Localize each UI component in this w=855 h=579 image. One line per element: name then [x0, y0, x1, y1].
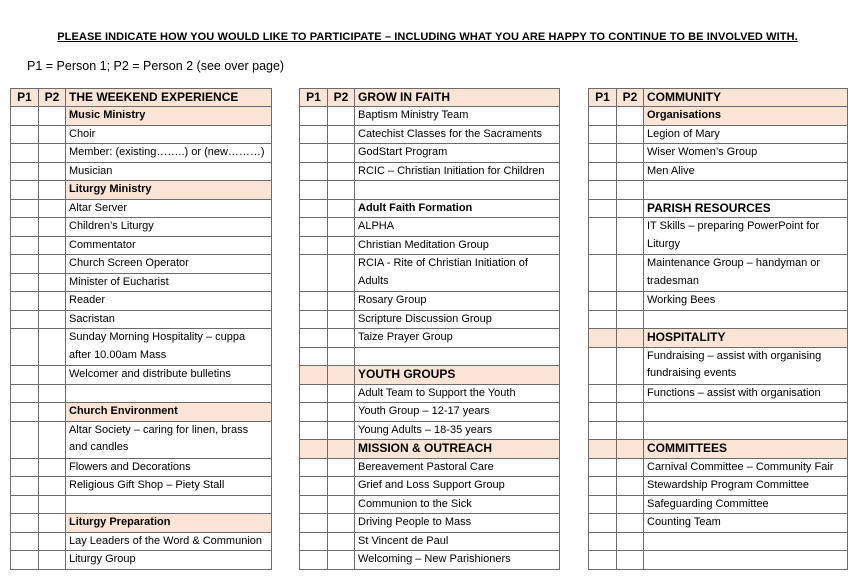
p2-checkbox[interactable]: [328, 495, 355, 514]
row-label: Christian Meditation Group: [355, 236, 560, 255]
p1-checkbox[interactable]: [300, 181, 328, 200]
p2-checkbox[interactable]: [39, 310, 66, 329]
row-label: [644, 181, 848, 200]
row-label: Stewardship Program Committee: [644, 477, 848, 496]
option-row: [300, 107, 560, 126]
p2-cell: [39, 181, 66, 200]
p2-checkbox[interactable]: [328, 384, 355, 403]
row-label: HOSPITALITY: [644, 329, 848, 348]
row-label: Maintenance Group – handyman or tradesman: [644, 255, 848, 292]
p2-checkbox[interactable]: [328, 514, 355, 533]
row-label: Working Bees: [644, 292, 848, 311]
row-label: Liturgy Group: [66, 551, 272, 570]
p2-checkbox[interactable]: [328, 551, 355, 570]
p2-checkbox[interactable]: [39, 366, 66, 385]
p2-checkbox[interactable]: [39, 292, 66, 311]
p1-checkbox[interactable]: [300, 384, 328, 403]
p2-checkbox[interactable]: [617, 403, 644, 422]
row-label: Driving People to Mass: [355, 514, 560, 533]
p1-checkbox[interactable]: [589, 347, 617, 384]
option-row: [11, 144, 272, 163]
option-row: [589, 514, 848, 533]
row-label: Adult Faith Formation: [355, 199, 560, 218]
p1-checkbox[interactable]: [300, 218, 328, 237]
p2-checkbox[interactable]: [328, 107, 355, 126]
option-row: [589, 347, 848, 384]
p1-checkbox[interactable]: [300, 421, 328, 440]
p1-cell: [11, 107, 39, 126]
p1-checkbox[interactable]: [300, 458, 328, 477]
row-label: [644, 532, 848, 551]
option-row: [589, 125, 848, 144]
p1-checkbox[interactable]: [589, 255, 617, 292]
p2-checkbox[interactable]: [328, 292, 355, 311]
p1-checkbox[interactable]: [589, 477, 617, 496]
community-table: [588, 88, 848, 570]
p2-header: P2: [328, 89, 355, 107]
p1-cell: [11, 181, 39, 200]
option-row: [11, 199, 272, 218]
category-row: [11, 107, 272, 126]
p1-checkbox[interactable]: [11, 495, 39, 514]
p1-cell: [589, 199, 617, 218]
option-row: [589, 255, 848, 292]
option-row: [300, 532, 560, 551]
p2-checkbox[interactable]: [39, 199, 66, 218]
p2-cell: [39, 107, 66, 126]
p2-checkbox[interactable]: [617, 255, 644, 292]
row-label: Youth Group – 12-17 years: [355, 403, 560, 422]
row-label: ALPHA: [355, 218, 560, 237]
p2-checkbox[interactable]: [328, 421, 355, 440]
p2-checkbox[interactable]: [328, 218, 355, 237]
blank-row: [11, 384, 272, 403]
row-label: PARISH RESOURCES: [644, 199, 848, 218]
option-row: [300, 458, 560, 477]
category-row: [300, 199, 560, 218]
blank-row: [300, 181, 560, 200]
p1-cell: [589, 440, 617, 459]
p1-checkbox[interactable]: [589, 310, 617, 329]
p1-checkbox[interactable]: [300, 347, 328, 366]
p2-checkbox[interactable]: [617, 458, 644, 477]
row-label: Scripture Discussion Group: [355, 310, 560, 329]
row-label: Liturgy Ministry: [66, 181, 272, 200]
row-label: Wiser Women’s Group: [644, 144, 848, 163]
row-label: Men Alive: [644, 162, 848, 181]
row-label: Church Environment: [66, 403, 272, 422]
option-row: [589, 144, 848, 163]
p2-checkbox[interactable]: [39, 125, 66, 144]
p1-checkbox[interactable]: [300, 107, 328, 126]
p2-checkbox[interactable]: [39, 384, 66, 403]
p1-checkbox[interactable]: [11, 236, 39, 255]
p2-cell: [617, 107, 644, 126]
row-label: Counting Team: [644, 514, 848, 533]
p1-cell: [300, 199, 328, 218]
row-label: Sacristan: [66, 310, 272, 329]
option-row: [300, 218, 560, 237]
category-row: [589, 329, 848, 348]
p2-checkbox[interactable]: [39, 144, 66, 163]
p1-checkbox[interactable]: [300, 403, 328, 422]
row-label: Lay Leaders of the Word & Communion: [66, 532, 272, 551]
p2-checkbox[interactable]: [39, 532, 66, 551]
p1-checkbox[interactable]: [300, 125, 328, 144]
p1-checkbox[interactable]: [11, 329, 39, 366]
p1-header: P1: [589, 89, 617, 107]
p2-checkbox[interactable]: [617, 347, 644, 384]
category-row: [300, 440, 560, 459]
p1-cell: [589, 329, 617, 348]
p2-checkbox[interactable]: [617, 532, 644, 551]
option-row: [11, 532, 272, 551]
row-label: MISSION & OUTREACH: [355, 440, 560, 459]
p1-checkbox[interactable]: [11, 255, 39, 274]
p1-checkbox[interactable]: [300, 477, 328, 496]
row-label: Fundraising – assist with organising fundraising events: [644, 347, 848, 384]
p1-checkbox[interactable]: [11, 421, 39, 458]
p2-cell: [39, 514, 66, 533]
p1-checkbox[interactable]: [589, 292, 617, 311]
p1-cell: [300, 440, 328, 459]
p1-header: P1: [11, 89, 39, 107]
column-header: [11, 89, 272, 107]
p1-checkbox[interactable]: [589, 144, 617, 163]
blank-row: [589, 310, 848, 329]
p1-checkbox[interactable]: [11, 384, 39, 403]
option-row: [11, 421, 272, 458]
row-label: [644, 310, 848, 329]
p2-cell: [328, 440, 355, 459]
p2-checkbox[interactable]: [39, 236, 66, 255]
option-row: [11, 292, 272, 311]
p2-checkbox[interactable]: [617, 384, 644, 403]
p2-checkbox[interactable]: [617, 181, 644, 200]
form-heading: PLEASE INDICATE HOW YOU WOULD LIKE TO PARTICIPATE – INCLUDING WHAT YOU ARE HAPPY TO CONTINUE TO BE INVOLVED WITH.: [57, 31, 798, 43]
blank-row: [11, 495, 272, 514]
p1-checkbox[interactable]: [11, 458, 39, 477]
row-label: Carnival Committee – Community Fair: [644, 458, 848, 477]
category-row: [11, 181, 272, 200]
option-row: [589, 218, 848, 255]
blank-row: [589, 403, 848, 422]
option-row: [300, 421, 560, 440]
p1-cell: [589, 107, 617, 126]
row-label: Reader: [66, 292, 272, 311]
blank-row: [589, 421, 848, 440]
row-label: [66, 384, 272, 403]
row-label: Organisations: [644, 107, 848, 126]
p2-cell: [39, 403, 66, 422]
row-label: Bereavement Pastoral Care: [355, 458, 560, 477]
row-label: Welcomer and distribute bulletins: [66, 366, 272, 385]
option-row: [11, 329, 272, 366]
p1-cell: [11, 514, 39, 533]
option-row: [300, 495, 560, 514]
row-label: Legion of Mary: [644, 125, 848, 144]
blank-row: [589, 532, 848, 551]
p2-checkbox[interactable]: [39, 162, 66, 181]
p1-cell: [11, 403, 39, 422]
row-label: Safeguarding Committee: [644, 495, 848, 514]
p1-checkbox[interactable]: [589, 181, 617, 200]
option-row: [589, 384, 848, 403]
blank-row: [589, 551, 848, 570]
p1-checkbox[interactable]: [300, 495, 328, 514]
row-label: GodStart Program: [355, 144, 560, 163]
option-row: [300, 292, 560, 311]
row-label: Children’s Liturgy: [66, 218, 272, 237]
category-row: [589, 199, 848, 218]
row-label: Rosary Group: [355, 292, 560, 311]
p2-cell: [328, 199, 355, 218]
option-row: [300, 551, 560, 570]
p2-checkbox[interactable]: [617, 477, 644, 496]
p1-checkbox[interactable]: [589, 162, 617, 181]
row-label: [644, 551, 848, 570]
p2-cell: [617, 329, 644, 348]
row-label: Altar Server: [66, 199, 272, 218]
p1-checkbox[interactable]: [11, 199, 39, 218]
option-row: [300, 236, 560, 255]
p1-checkbox[interactable]: [589, 403, 617, 422]
option-row: [300, 125, 560, 144]
p2-checkbox[interactable]: [617, 162, 644, 181]
row-label: YOUTH GROUPS: [355, 366, 560, 385]
row-label: Catechist Classes for the Sacraments: [355, 125, 560, 144]
grow-in-faith-table: [299, 88, 560, 570]
row-label: RCIA - Rite of Christian Initiation of Adults: [355, 255, 560, 292]
category-row: [589, 107, 848, 126]
p2-checkbox[interactable]: [328, 403, 355, 422]
weekend-experience-table: [10, 88, 272, 570]
p1-checkbox[interactable]: [11, 273, 39, 292]
p1-checkbox[interactable]: [589, 514, 617, 533]
blank-row: [300, 347, 560, 366]
row-label: Music Ministry: [66, 107, 272, 126]
p2-checkbox[interactable]: [328, 144, 355, 163]
p2-header: P2: [617, 89, 644, 107]
row-label: Liturgy Preparation: [66, 514, 272, 533]
row-label: Communion to the Sick: [355, 495, 560, 514]
p2-checkbox[interactable]: [617, 310, 644, 329]
row-label: Choir: [66, 125, 272, 144]
row-label: Altar Society – caring for linen, brass and candles: [66, 421, 272, 458]
option-row: [11, 477, 272, 496]
row-label: Commentator: [66, 236, 272, 255]
p1-checkbox[interactable]: [11, 532, 39, 551]
section-title: COMMUNITY: [644, 89, 848, 107]
option-row: [589, 477, 848, 496]
category-row: [11, 403, 272, 422]
p1-checkbox[interactable]: [589, 218, 617, 255]
p2-checkbox[interactable]: [328, 532, 355, 551]
option-row: [11, 162, 272, 181]
row-label: [355, 347, 560, 366]
p1-checkbox[interactable]: [11, 125, 39, 144]
row-label: St Vincent de Paul: [355, 532, 560, 551]
row-label: Musician: [66, 162, 272, 181]
p1-checkbox[interactable]: [11, 310, 39, 329]
option-row: [11, 236, 272, 255]
p2-checkbox[interactable]: [39, 255, 66, 274]
p1-checkbox[interactable]: [11, 162, 39, 181]
p1-checkbox[interactable]: [11, 218, 39, 237]
p2-checkbox[interactable]: [328, 181, 355, 200]
p2-checkbox[interactable]: [617, 218, 644, 255]
p2-cell: [617, 199, 644, 218]
p2-checkbox[interactable]: [328, 347, 355, 366]
option-row: [11, 458, 272, 477]
row-label: Flowers and Decorations: [66, 458, 272, 477]
section-title: GROW IN FAITH: [355, 89, 560, 107]
person-key-note: P1 = Person 1; P2 = Person 2 (see over page): [27, 59, 285, 73]
row-label: RCIC – Christian Initiation for Children: [355, 162, 560, 181]
row-label: Minister of Eucharist: [66, 273, 272, 292]
option-row: [300, 162, 560, 181]
option-row: [589, 495, 848, 514]
p1-checkbox[interactable]: [589, 458, 617, 477]
row-label: Church Screen Operator: [66, 255, 272, 274]
p2-checkbox[interactable]: [617, 421, 644, 440]
option-row: [11, 366, 272, 385]
p2-checkbox[interactable]: [617, 514, 644, 533]
p1-checkbox[interactable]: [11, 292, 39, 311]
p2-header: P2: [39, 89, 66, 107]
p2-checkbox[interactable]: [39, 495, 66, 514]
row-label: [355, 181, 560, 200]
row-label: Sunday Morning Hospitality – cuppa after 10.00am Mass: [66, 329, 272, 366]
category-row: [589, 440, 848, 459]
option-row: [589, 292, 848, 311]
p1-checkbox[interactable]: [11, 551, 39, 570]
p2-checkbox[interactable]: [328, 162, 355, 181]
option-row: [589, 162, 848, 181]
category-row: [11, 514, 272, 533]
p2-checkbox[interactable]: [328, 458, 355, 477]
p1-checkbox[interactable]: [589, 551, 617, 570]
p2-checkbox[interactable]: [617, 551, 644, 570]
p1-checkbox[interactable]: [300, 292, 328, 311]
option-row: [11, 551, 272, 570]
p1-checkbox[interactable]: [300, 162, 328, 181]
option-row: [300, 477, 560, 496]
p1-cell: [300, 366, 328, 385]
row-label: [644, 421, 848, 440]
p2-cell: [617, 440, 644, 459]
option-row: [300, 329, 560, 348]
option-row: [11, 273, 272, 292]
p1-checkbox[interactable]: [589, 421, 617, 440]
row-label: Adult Team to Support the Youth: [355, 384, 560, 403]
option-row: [300, 255, 560, 292]
p2-checkbox[interactable]: [39, 421, 66, 458]
p2-checkbox[interactable]: [617, 125, 644, 144]
p2-checkbox[interactable]: [39, 458, 66, 477]
p1-checkbox[interactable]: [11, 366, 39, 385]
p1-checkbox[interactable]: [589, 532, 617, 551]
option-row: [300, 403, 560, 422]
p1-checkbox[interactable]: [300, 236, 328, 255]
p1-checkbox[interactable]: [589, 125, 617, 144]
p1-checkbox[interactable]: [300, 551, 328, 570]
p2-checkbox[interactable]: [328, 125, 355, 144]
p1-checkbox[interactable]: [300, 329, 328, 348]
column-header: [300, 89, 560, 107]
section-title: THE WEEKEND EXPERIENCE: [66, 89, 272, 107]
p2-checkbox[interactable]: [328, 310, 355, 329]
option-row: [11, 125, 272, 144]
p2-checkbox[interactable]: [617, 144, 644, 163]
p2-checkbox[interactable]: [39, 273, 66, 292]
option-row: [300, 514, 560, 533]
option-row: [300, 384, 560, 403]
p1-checkbox[interactable]: [300, 514, 328, 533]
p2-checkbox[interactable]: [39, 329, 66, 366]
p2-checkbox[interactable]: [328, 477, 355, 496]
row-label: Functions – assist with organisation: [644, 384, 848, 403]
p1-checkbox[interactable]: [589, 495, 617, 514]
column-header: [589, 89, 848, 107]
row-label: Baptism Ministry Team: [355, 107, 560, 126]
p1-checkbox[interactable]: [300, 144, 328, 163]
option-row: [11, 218, 272, 237]
p2-checkbox[interactable]: [39, 551, 66, 570]
p2-checkbox[interactable]: [328, 255, 355, 292]
row-label: COMMITTEES: [644, 440, 848, 459]
option-row: [589, 458, 848, 477]
row-label: Grief and Loss Support Group: [355, 477, 560, 496]
row-label: Welcoming – New Parishioners: [355, 551, 560, 570]
blank-row: [589, 181, 848, 200]
p2-cell: [328, 366, 355, 385]
row-label: Taize Prayer Group: [355, 329, 560, 348]
p1-header: P1: [300, 89, 328, 107]
p2-checkbox[interactable]: [328, 236, 355, 255]
row-label: Young Adults – 18-35 years: [355, 421, 560, 440]
row-label: IT Skills – preparing PowerPoint for Liturgy: [644, 218, 848, 255]
p1-checkbox[interactable]: [11, 144, 39, 163]
p1-checkbox[interactable]: [300, 532, 328, 551]
option-row: [300, 310, 560, 329]
p2-checkbox[interactable]: [328, 329, 355, 348]
row-label: [66, 495, 272, 514]
p1-checkbox[interactable]: [300, 255, 328, 292]
p1-checkbox[interactable]: [589, 384, 617, 403]
category-row: [300, 366, 560, 385]
row-label: Member: (existing……..) or (new………): [66, 144, 272, 163]
p2-checkbox[interactable]: [617, 495, 644, 514]
option-row: [11, 310, 272, 329]
p2-checkbox[interactable]: [39, 218, 66, 237]
p1-checkbox[interactable]: [11, 477, 39, 496]
p2-checkbox[interactable]: [617, 292, 644, 311]
p2-checkbox[interactable]: [39, 477, 66, 496]
p1-checkbox[interactable]: [300, 310, 328, 329]
row-label: [644, 403, 848, 422]
option-row: [11, 255, 272, 274]
option-row: [300, 144, 560, 163]
row-label: Religious Gift Shop – Piety Stall: [66, 477, 272, 496]
